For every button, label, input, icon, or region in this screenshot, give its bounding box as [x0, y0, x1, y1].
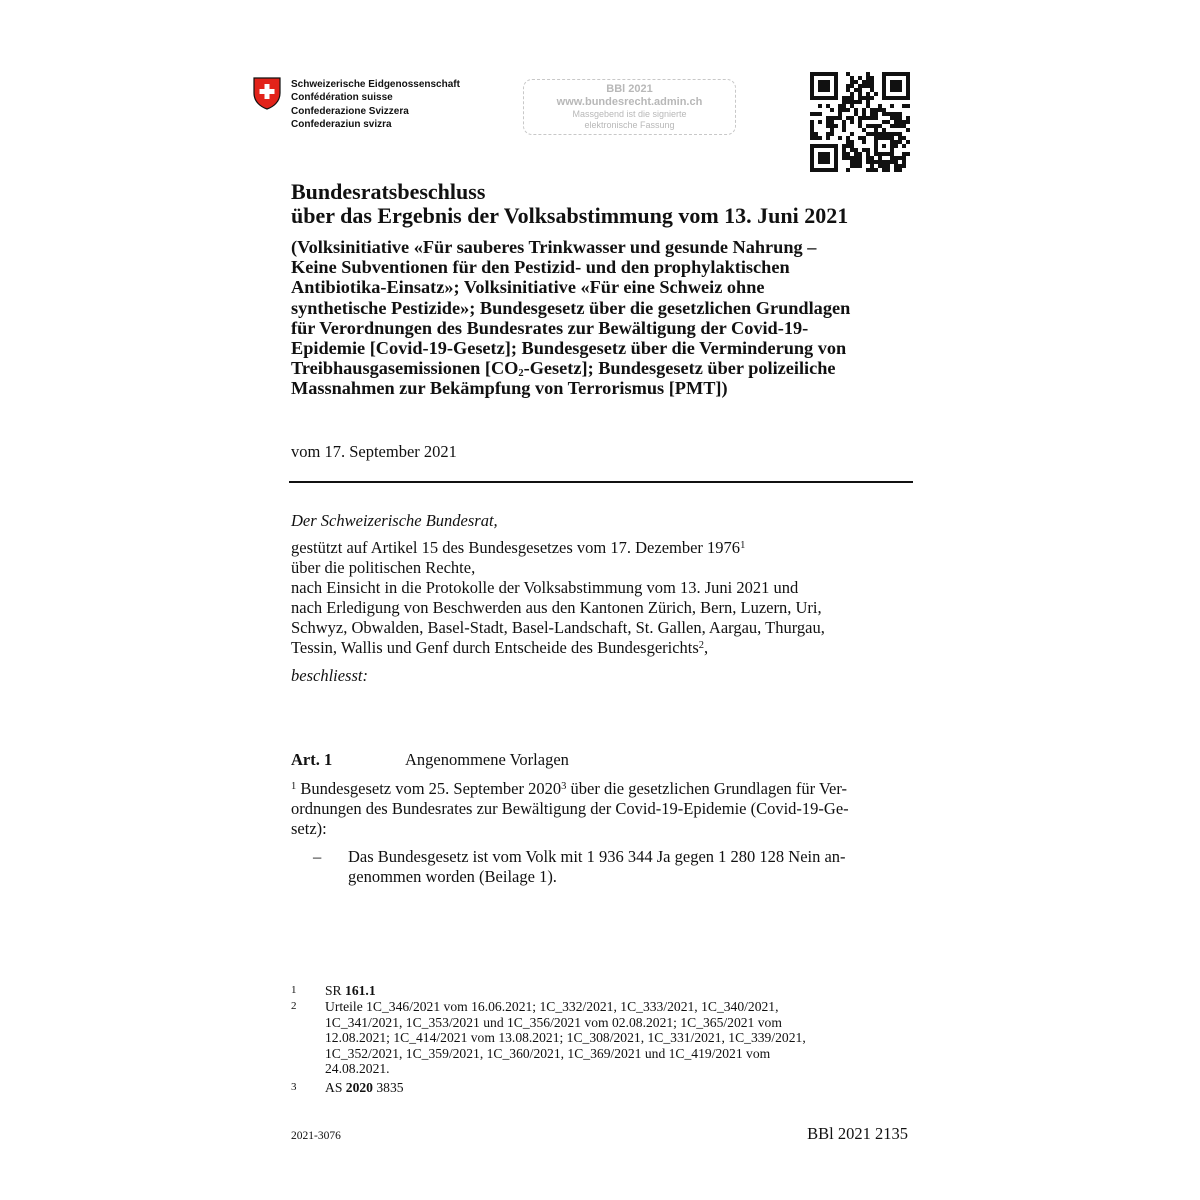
footnote-2-line-3: 12.08.2021; 1C_414/2021 vom 13.08.2021; 1C_308/2021, 1C_331/2021, 1C_339/2021,	[325, 1030, 806, 1045]
list-item-line-2: genommen worden (Beilage 1).	[348, 867, 557, 886]
article-line-1-b: über die gesetzlichen Grundlagen für Ver-	[566, 779, 848, 798]
subtitle-line-6: Epidemie [Covid-19-Gesetz]; Bundesgesetz über die Verminderung von	[291, 338, 847, 359]
confederation-name-rm: Confederaziun svizra	[291, 119, 392, 131]
divider	[289, 481, 913, 483]
page-title	[291, 180, 931, 228]
list-item-line-1: Das Bundesgesetz ist vom Volk mit 1 936 344 Ja gegen 1 280 128 Nein an-	[348, 847, 846, 866]
subtitle-line-7-b: -Gesetz]; Bundesgesetz über polizeiliche	[523, 358, 836, 379]
preamble-line-6-end: ,	[704, 638, 709, 657]
footnote-2-line-2: 1C_341/2021, 1C_353/2021 und 1C_356/2021 vom 02.08.2021; 1C_365/2021 vom	[325, 1014, 782, 1030]
article-paragraph	[291, 779, 909, 839]
footnote-2-line-5: 24.08.2021.	[325, 1061, 390, 1076]
preamble-line-6	[291, 638, 931, 658]
subtitle-line-3: Antibiotika-Einsatz»; Volksinitiative «Für eine Schweiz ohne	[291, 277, 765, 298]
preamble-line-1-text: gestützt auf Artikel 15 des Bundesgesetzes vom 17. Dezember 1976	[291, 538, 741, 557]
footnote-2-text	[325, 999, 806, 1077]
article-title: Angenommene Vorlagen	[405, 750, 569, 769]
footnote-2-line-4: 1C_352/2021, 1C_359/2021, 1C_360/2021, 1C_369/2021 und 1C_419/2021 vom	[325, 1045, 771, 1061]
subtitle-line-1: (Volksinitiative «Für sauberes Trinkwasser und gesunde Nahrung –	[291, 237, 817, 257]
footnote-3-suffix: 3835	[372, 1080, 404, 1095]
preamble-line-6-text: Tessin, Wallis und Genf durch Entscheide des Bundesgerichts	[291, 638, 699, 657]
subtitle-line-2: Keine Subventionen für den Pestizid- und den prophylaktischen	[291, 257, 790, 278]
page-reference: BBl 2021 2135	[807, 1124, 908, 1143]
footnote-3-number: 3	[291, 1081, 297, 1093]
footnote-1-prefix: SR	[325, 983, 346, 998]
publication-stamp	[523, 79, 736, 135]
preamble-line-3: nach Einsicht in die Protokolle der Volksabstimmung vom 13. Juni 2021 und	[291, 578, 799, 597]
footnote-ref-2[interactable]: 2	[698, 640, 705, 651]
footnote-2-number: 2	[291, 1000, 297, 1012]
issuer: Der Schweizerische Bundesrat,	[291, 511, 498, 530]
footnote-1-number: 1	[291, 984, 297, 996]
list-dash: –	[313, 847, 322, 866]
subtitle-line-4: synthetische Pestizide»; Bundesgesetz über die gesetzlichen Grundlagen	[291, 297, 851, 318]
page-subtitle	[291, 237, 931, 399]
article-paragraph-line-1	[291, 779, 909, 799]
confederation-name-fr: Confédération suisse	[291, 92, 393, 104]
confederation-name-it: Confederazione Svizzera	[291, 105, 409, 117]
paragraph-mark: 1	[291, 781, 297, 792]
list-item	[348, 847, 910, 887]
subtitle-line-7	[291, 358, 931, 378]
article-number: Art. 1	[291, 750, 333, 769]
article-paragraph-line-3: setz):	[291, 819, 327, 838]
swiss-cross-shield-icon	[252, 76, 282, 110]
stamp-line-3: Massgebend ist die signierte	[572, 109, 687, 119]
article-paragraph-line-2: ordnungen des Bundesrates zur Bewältigung der Covid-19-Epidemie (Covid-19-Ge-	[291, 799, 849, 818]
resolves: beschliesst:	[291, 666, 368, 685]
stamp-line-1: BBl 2021	[606, 83, 653, 95]
preamble	[291, 538, 931, 658]
preamble-line-5: Schwyz, Obwalden, Basel-Stadt, Basel-Landschaft, St. Gallen, Aargau, Thurgau,	[291, 618, 825, 637]
subtitle-line-5: für Verordnungen des Bundesrates zur Bewältigung der Covid-19-	[291, 317, 809, 338]
title-line-2: über das Ergebnis der Volksabstimmung vom 13. Juni 2021	[291, 203, 849, 228]
footnote-ref-1[interactable]: 1	[740, 540, 746, 551]
article-line-1-a: Bundesgesetz vom 25. September 2020	[296, 779, 562, 798]
stamp-line-4: elektronische Fassung	[584, 120, 675, 130]
footnote-3-text	[325, 1080, 404, 1096]
qr-code-icon	[810, 72, 910, 172]
stamp-url: www.bundesrecht.admin.ch	[556, 96, 703, 108]
footnote-1-text	[325, 983, 376, 999]
footnote-ref-3[interactable]: 3	[561, 781, 567, 792]
footnote-2-line-1: Urteile 1C_346/2021 vom 16.06.2021; 1C_332/2021, 1C_333/2021, 1C_340/2021,	[325, 999, 779, 1014]
subtitle-line-8: Massnahmen zur Bekämpfung von Terrorismus [PMT])	[291, 378, 728, 399]
title-line-1: Bundesratsbeschluss	[291, 179, 486, 204]
preamble-line-1	[291, 538, 931, 558]
document-id: 2021-3076	[291, 1130, 341, 1142]
confederation-names	[291, 78, 460, 132]
footnote-3-prefix: AS	[325, 1080, 346, 1095]
confederation-name-de: Schweizerische Eidgenossenschaft	[291, 79, 460, 90]
footnote-3-bold: 2020	[345, 1080, 373, 1095]
decision-date: vom 17. September 2021	[291, 442, 457, 461]
preamble-line-4: nach Erledigung von Beschwerden aus den Kantonen Zürich, Bern, Luzern, Uri,	[291, 598, 822, 617]
preamble-line-2: über die politischen Rechte,	[291, 558, 476, 577]
co2-subscript: 2	[518, 368, 524, 380]
subtitle-line-7-a: Treibhausgasemissionen [CO	[291, 358, 519, 379]
footnote-1-bold: 161.1	[345, 983, 376, 998]
